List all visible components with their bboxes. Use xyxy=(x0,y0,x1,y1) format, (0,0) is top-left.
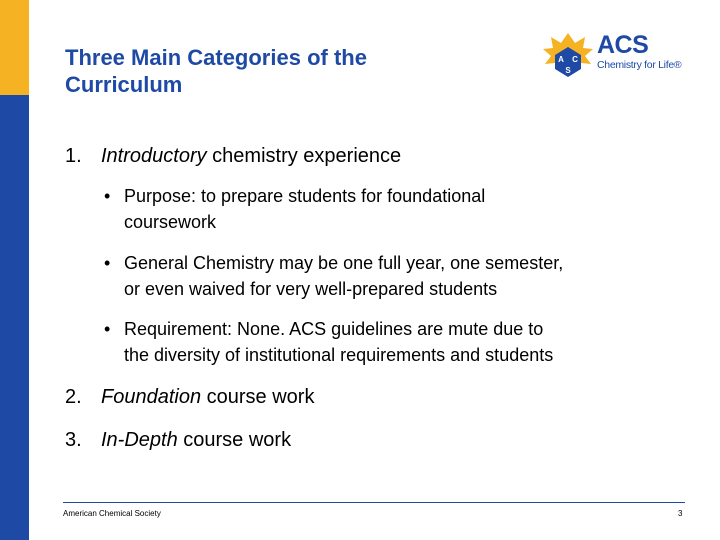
bullet-line-1: Requirement: None. ACS guidelines are mute due to xyxy=(124,319,544,339)
acs-logo xyxy=(541,31,691,81)
bullet-line-2: coursework xyxy=(124,212,217,232)
list-number: 3. xyxy=(65,429,82,451)
bullet-line-2: the diversity of institutional requirements and students xyxy=(124,345,554,365)
title-line-2: Curriculum xyxy=(65,72,183,97)
list-item-text: course work xyxy=(201,386,315,408)
list-item-3 xyxy=(65,428,291,452)
list-item-text: chemistry experience xyxy=(206,145,402,167)
list-item-2 xyxy=(65,385,314,409)
logo-tagline: Chemistry for Life® xyxy=(597,59,682,71)
bullet-line-1: Purpose: to prepare students for foundational xyxy=(124,186,486,206)
slide-title xyxy=(65,44,485,98)
bullet-line-2: or even waived for very well-prepared students xyxy=(124,279,498,299)
bullet-marker: • xyxy=(104,186,111,206)
bullet-general-chemistry xyxy=(104,250,684,302)
logo-acs-text: ACS xyxy=(597,31,649,59)
list-item-emphasis: In-Depth xyxy=(101,429,178,451)
accent-bar-gold xyxy=(0,0,29,95)
bullet-marker: • xyxy=(104,253,111,273)
bullet-requirement xyxy=(104,316,684,368)
bullet-marker: • xyxy=(104,319,111,339)
seal-letter-c: C xyxy=(572,55,578,64)
list-item-text: course work xyxy=(177,429,292,451)
list-item-1 xyxy=(65,144,401,168)
list-item-emphasis: Foundation xyxy=(101,386,202,408)
title-line-1: Three Main Categories of the xyxy=(65,45,367,70)
accent-bar-blue xyxy=(0,95,29,540)
acs-seal-icon xyxy=(541,31,595,81)
list-number: 1. xyxy=(65,145,82,167)
footer-organization: American Chemical Society xyxy=(63,509,161,518)
list-number: 2. xyxy=(65,386,82,408)
seal-letter-a: A xyxy=(558,55,564,64)
seal-letter-s: S xyxy=(565,66,571,75)
bullet-line-1: General Chemistry may be one full year, one semester, xyxy=(124,253,564,273)
bullet-purpose xyxy=(104,183,684,235)
list-item-emphasis: Introductory xyxy=(101,145,207,167)
footer-divider xyxy=(63,502,685,503)
page-number: 3 xyxy=(678,509,683,518)
